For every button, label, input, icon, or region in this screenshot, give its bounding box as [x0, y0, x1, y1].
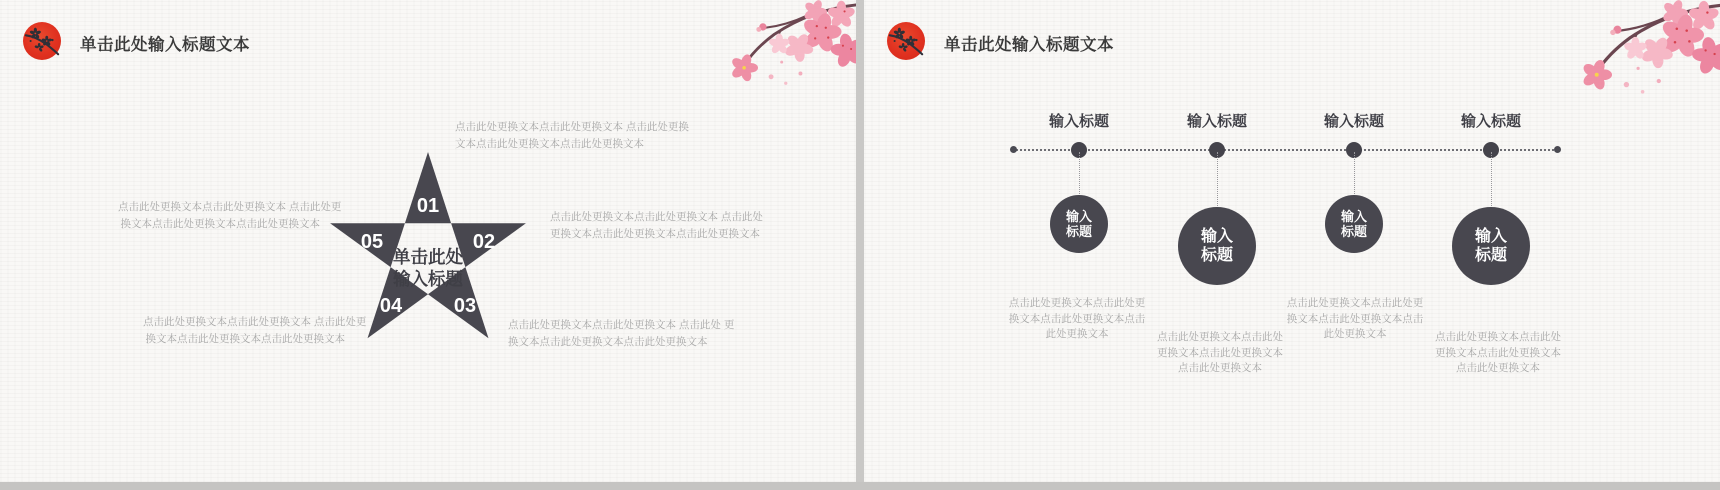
slide-star-diagram[interactable] — [0, 0, 856, 482]
caption-line: 点击此处更换文本点击此处 — [1435, 331, 1561, 343]
caption-line: 换文本点击此处更换文本点击 — [1286, 312, 1424, 325]
caption-line: 点击此处更换文本点击此处更 — [1286, 297, 1424, 309]
caption-line: 点击此处更换文本 — [1178, 362, 1262, 374]
caption-line: 点击此处更换文本点击此处更换文本 点击此处更 — [143, 316, 367, 328]
caption-line: 点击此处更换文本点击此处更换文本 点击此处 — [550, 211, 763, 223]
timeline-header-2: 输入标题 — [1186, 113, 1247, 130]
caption-line: 点击此处更换文本点击此处更换文本 点击此处更换 — [455, 121, 689, 133]
caption-line: 更换文本点击此处更换文本 — [1435, 346, 1561, 359]
timeline-connector-4 — [1491, 152, 1492, 208]
star-caption-04 — [143, 314, 367, 348]
star-center-title-line1: 单击此处 — [393, 247, 463, 267]
star-caption-02 — [550, 209, 763, 243]
timeline-circle-2 — [1178, 207, 1256, 285]
caption-line: 此处更换文本 — [1045, 328, 1109, 340]
slide-title: 单击此处输入标题文本 — [944, 36, 1114, 54]
timeline-header-4: 输入标题 — [1460, 113, 1521, 130]
circle-label-line: 标题 — [1065, 224, 1092, 239]
circle-label-line: 标题 — [1340, 224, 1367, 239]
caption-line: 点击此处更换文本点击此处 — [1157, 331, 1283, 343]
star-caption-01 — [455, 119, 715, 153]
plum-blossom-logo-icon — [23, 22, 61, 60]
circle-label-line: 标题 — [1474, 247, 1507, 264]
star-number-01: 01 — [416, 195, 440, 217]
star-caption-03 — [508, 317, 735, 351]
timeline-header-3: 输入标题 — [1323, 113, 1384, 130]
timeline-dotted-line — [1016, 149, 1554, 151]
five-point-star-diagram — [318, 148, 538, 362]
cherry-blossom-decoration — [611, 0, 856, 98]
caption-line: 点击此处更换文本点击此处更换文本 点击此处更 — [118, 201, 342, 213]
timeline-circle-4 — [1452, 207, 1530, 285]
timeline-connector-1 — [1079, 152, 1080, 196]
bottom-frame-strip — [0, 482, 1720, 490]
timeline-end-dot — [1554, 146, 1561, 153]
slide-divider — [856, 0, 864, 482]
star-caption-05 — [118, 199, 342, 233]
caption-line: 换文本点击此处更换文本点击此处更换文本 — [145, 333, 345, 345]
star-center-title-line2: 输入标题 — [393, 269, 463, 289]
circle-label-line: 输入 — [1474, 228, 1507, 245]
caption-line: 文本点击此处更换文本点击此处更换文本 — [455, 138, 644, 150]
caption-line: 换文本点击此处更换文本点击此处更换文本 — [120, 218, 320, 230]
caption-line: 点击此处更换文本点击此处更 — [1008, 297, 1146, 309]
star-number-05: 05 — [360, 231, 384, 253]
plum-blossom-logo-icon — [887, 22, 925, 60]
slide-timeline-diagram[interactable] — [864, 0, 1720, 482]
star-number-04: 04 — [379, 295, 403, 317]
timeline-connector-3 — [1354, 152, 1355, 196]
timeline-header-1: 输入标题 — [1048, 113, 1109, 130]
caption-line: 点击此处更换文本点击此处更换文本 点击此处 更 — [508, 319, 735, 331]
timeline-circle-3 — [1325, 195, 1383, 253]
timeline-connector-2 — [1217, 152, 1218, 208]
star-number-02: 02 — [472, 231, 496, 253]
circle-label-line: 输入 — [1340, 209, 1367, 224]
cherry-blossom-decoration — [1450, 0, 1720, 108]
caption-line: 此处更换文本 — [1323, 328, 1387, 340]
caption-line: 更换文本点击此处更换文本 — [1157, 346, 1283, 359]
timeline-circle-1 — [1050, 195, 1108, 253]
circle-label-line: 标题 — [1200, 247, 1233, 264]
timeline-desc-4 — [1410, 330, 1586, 377]
logo-branch-icon — [23, 22, 61, 60]
logo-branch-icon — [887, 22, 925, 60]
star-number-03: 03 — [453, 295, 477, 317]
circle-label-line: 输入 — [1065, 209, 1092, 224]
caption-line: 换文本点击此处更换文本点击 — [1008, 312, 1146, 325]
slide-title: 单击此处输入标题文本 — [80, 36, 250, 54]
caption-line: 更换文本点击此处更换文本点击此处更换文本 — [550, 228, 760, 240]
caption-line: 换文本点击此处更换文本点击此处更换文本 — [508, 336, 708, 348]
caption-line: 点击此处更换文本 — [1456, 362, 1540, 374]
timeline-start-dot — [1010, 146, 1017, 153]
circle-label-line: 输入 — [1200, 228, 1233, 245]
